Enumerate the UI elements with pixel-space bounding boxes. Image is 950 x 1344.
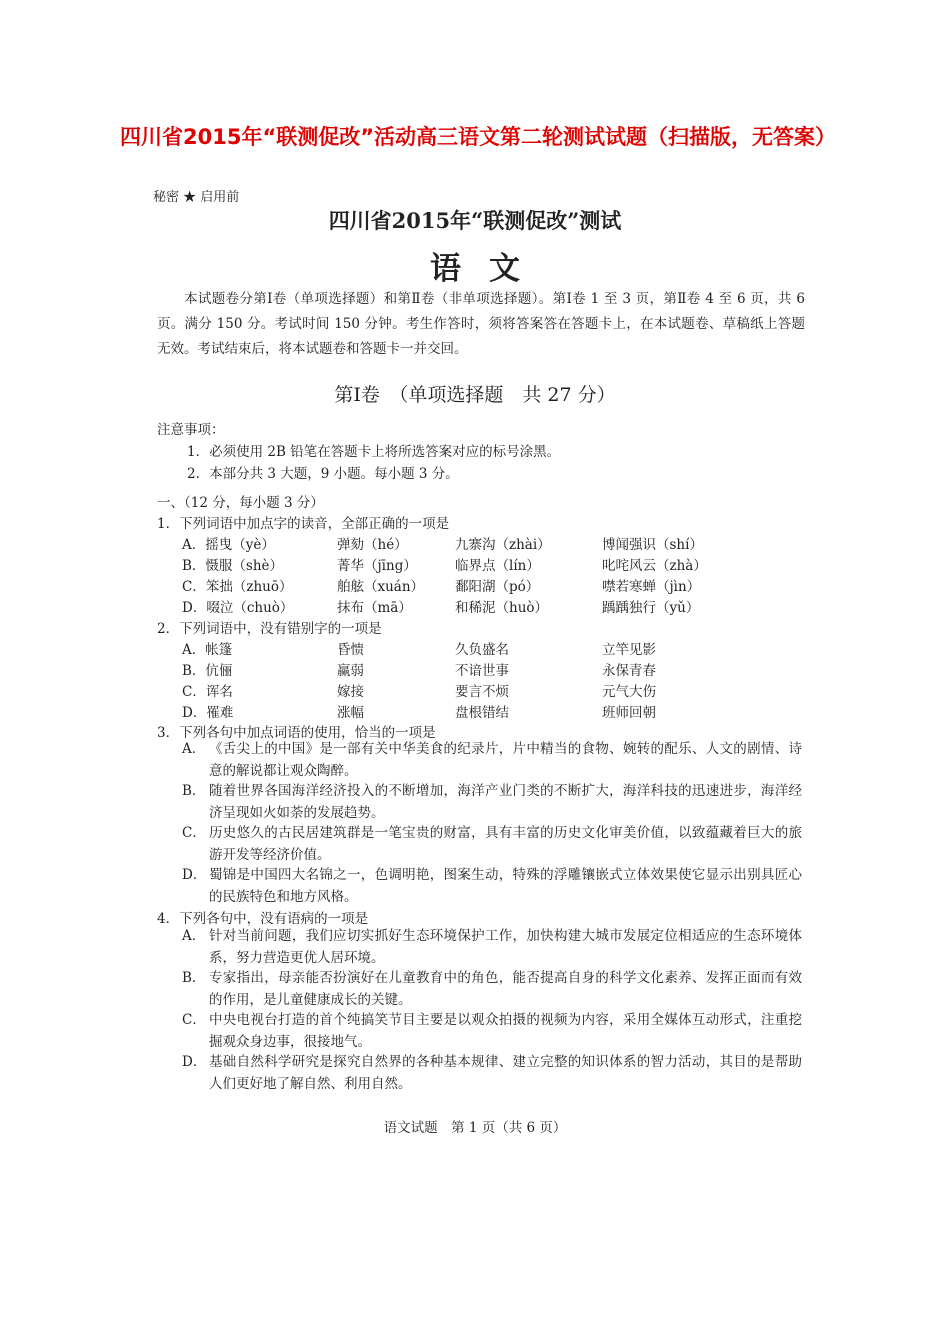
- option-cell: 盘根错结: [455, 705, 509, 721]
- option-cell: 鄱阳湖（pó）: [455, 579, 540, 595]
- option-cell: 菁华（jīng）: [337, 558, 417, 574]
- option-text: 蜀锦是中国四大名锦之一，色调明艳，图案生动，特殊的浮雕镶嵌式立体效果使它显示出别具匠心的民族特色和地方风格。: [209, 867, 802, 905]
- option-cell: 临界点（lín）: [455, 558, 540, 574]
- option-cell: C．诨名: [182, 684, 233, 700]
- option-cell: A．摇曳（yè）: [182, 537, 275, 553]
- q4-option-c: [182, 1009, 802, 1053]
- option-text: 针对当前问题，我们应切实抓好生态环境保护工作，加快构建大城市发展定位相适应的生态环境体系，努力营造更优人居环境。: [209, 928, 802, 966]
- confidential-label: 秘密 ★ 启用前: [153, 190, 240, 205]
- option-cell: 抹布（mā）: [337, 600, 412, 616]
- page-footer: 语文试题 第 1 页（共 6 页）: [383, 1120, 567, 1136]
- q4-option-b: [182, 967, 802, 1011]
- exam-intro: 本试题卷分第Ⅰ卷（单项选择题）和第Ⅱ卷（非单项选择题）。第Ⅰ卷 1 至 3 页，第Ⅱ卷 4 至 6 页，共 6 页。满分 150 分。考试时间 150 分钟。考生作答时，须将答案答在答题卡上，在本试题卷、草稿纸上答题无效。考试结束后，将本试题卷和答题卡一并交回。: [157, 291, 805, 357]
- option-cell: 要言不烦: [455, 684, 509, 700]
- question-4-stem: 4．下列各句中，没有语病的一项是: [157, 911, 369, 927]
- option-cell: D．罹难: [182, 705, 234, 721]
- option-cell: 博闻强识（shí）: [602, 537, 703, 553]
- question-3-stem: 3．下列各句中加点词语的使用，恰当的一项是: [157, 725, 436, 741]
- note-item: 1．必须使用 2B 铅笔在答题卡上将所选答案对应的标号涂黑。: [187, 444, 561, 460]
- option-text: 《舌尖上的中国》是一部有关中华美食的纪录片，片中精当的食物、婉转的配乐、人文的剧情、诗意的解说都让观众陶醉。: [209, 741, 802, 779]
- question-2-stem: 2．下列词语中，没有错别字的一项是: [157, 621, 382, 637]
- option-label: B．: [182, 783, 206, 799]
- option-cell: D．啜泣（chuò）: [182, 600, 294, 616]
- q1-option-row-a: [182, 533, 812, 554]
- option-cell: 久负盛名: [455, 642, 509, 658]
- q2-option-row-c: [182, 680, 812, 701]
- option-cell: 昏愦: [337, 642, 364, 658]
- option-cell: 嫁接: [337, 684, 364, 700]
- q3-option-b: [182, 780, 802, 824]
- q3-option-d: [182, 864, 802, 908]
- option-cell: 元气大伤: [602, 684, 656, 700]
- q4-option-d: [182, 1051, 802, 1095]
- q2-option-row-b: [182, 659, 812, 680]
- option-label: C．: [182, 1012, 206, 1028]
- question-1-stem: 1．下列词语中加点字的读音，全部正确的一项是: [157, 516, 450, 532]
- option-text: 基础自然科学研究是探究自然界的各种基本规律、建立完整的知识体系的智力活动，其目的是帮助人们更好地了解自然、利用自然。: [209, 1054, 802, 1092]
- option-text: 专家指出，母亲能否扮演好在儿童教育中的角色，能否提高自身的科学文化素养、发挥正面而有效的作用，是儿童健康成长的关键。: [209, 970, 802, 1008]
- option-cell: C．笨拙（zhuō）: [182, 579, 293, 595]
- q4-option-a: [182, 925, 802, 969]
- option-cell: 赢弱: [337, 663, 364, 679]
- q1-option-row-b: [182, 554, 812, 575]
- option-cell: 涨幅: [337, 705, 364, 721]
- option-cell: 班师回朝: [602, 705, 656, 721]
- option-cell: 舶舷（xuán）: [337, 579, 425, 595]
- q2-option-row-a: [182, 638, 812, 659]
- option-label: D．: [182, 867, 207, 883]
- option-label: C．: [182, 825, 206, 841]
- exam-title: 四川省2015年“联测促改”测试: [328, 208, 622, 233]
- notes-title: 注意事项：: [157, 422, 225, 438]
- option-cell: 踽踽独行（yǔ）: [602, 600, 700, 616]
- note-item: 2．本部分共 3 大题，9 小题。每小题 3 分。: [187, 466, 459, 482]
- option-cell: 永保青春: [602, 663, 656, 679]
- option-cell: 噤若寒蝉（jìn）: [602, 579, 701, 595]
- subject-heading: 语文: [430, 251, 548, 287]
- q1-option-row-d: [182, 596, 812, 617]
- q2-option-row-d: [182, 701, 812, 722]
- option-label: D．: [182, 1054, 207, 1070]
- option-cell: 叱咤风云（zhà）: [602, 558, 707, 574]
- option-label: A．: [182, 741, 206, 757]
- option-cell: 九寨沟（zhài）: [455, 537, 551, 553]
- option-cell: B．慑服（shè）: [182, 558, 284, 574]
- option-cell: 立竿见影: [602, 642, 656, 658]
- option-text: 历史悠久的古民居建筑群是一笔宝贵的财富，具有丰富的历史文化审美价值，以致蕴藏着巨大的旅游开发等经济价值。: [209, 825, 802, 863]
- option-text: 中央电视台打造的首个纯搞笑节目主要是以观众拍摄的视频为内容，采用全媒体互动形式，注重挖掘观众身边事，很接地气。: [209, 1012, 802, 1050]
- section-one-heading: 一、（12 分，每小题 3 分）: [157, 495, 324, 511]
- option-cell: 和稀泥（huò）: [455, 600, 549, 616]
- q3-option-a: [182, 738, 802, 782]
- part-one-heading: 第Ⅰ卷 （单项选择题 共 27 分）: [334, 384, 616, 406]
- document-title: 四川省2015年“联测促改”活动高三语文第二轮测试试题（扫描版，无答案）: [120, 125, 837, 149]
- option-cell: 不谙世事: [455, 663, 509, 679]
- option-cell: B．伉俪: [182, 663, 233, 679]
- option-cell: A．帐篷: [182, 642, 233, 658]
- q1-option-row-c: [182, 575, 812, 596]
- option-label: B．: [182, 970, 206, 986]
- option-cell: 弹劾（hé）: [337, 537, 408, 553]
- q3-option-c: [182, 822, 802, 866]
- option-text: 随着世界各国海洋经济投入的不断增加，海洋产业门类的不断扩大，海洋科技的迅速进步，海洋经济呈现如火如荼的发展趋势。: [209, 783, 802, 821]
- option-label: A．: [182, 928, 206, 944]
